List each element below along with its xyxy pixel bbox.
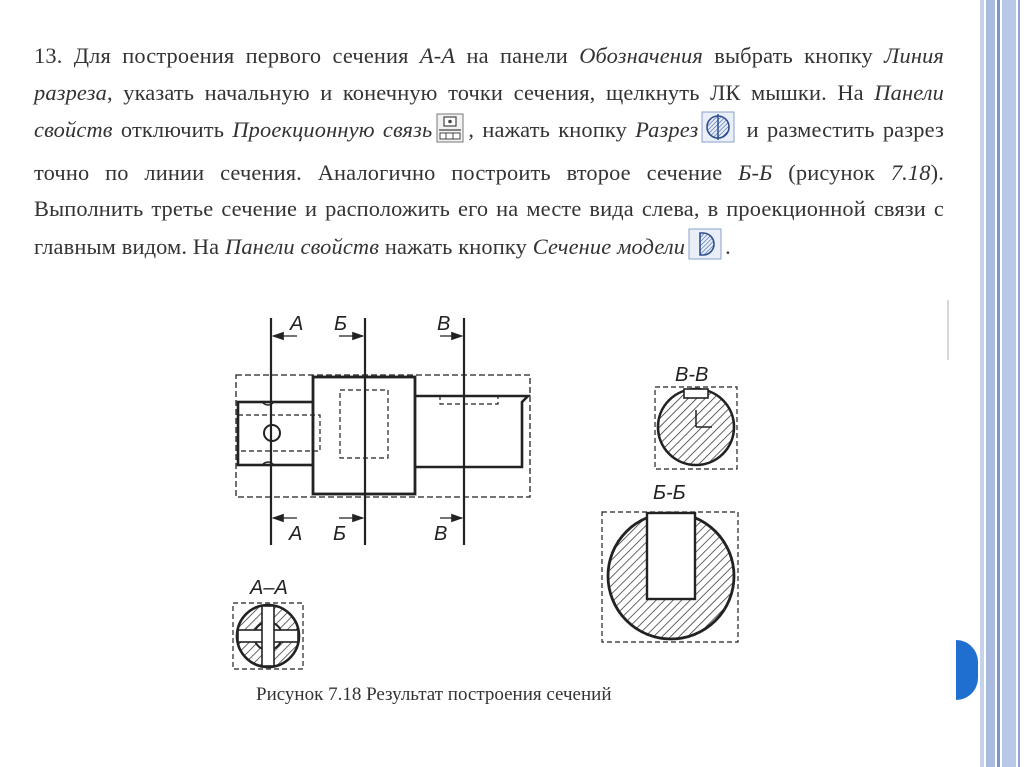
figure-caption: Рисунок 7.18 Результат построения сечений	[256, 684, 612, 705]
text-s10-italic: Сечение модели	[532, 233, 686, 259]
text-s6: , нажать кнопку	[468, 117, 636, 143]
left-shaft	[238, 402, 313, 465]
section-aa	[233, 603, 303, 669]
text-s5-italic: Проекционную связь	[232, 117, 433, 143]
label-a-top: А	[290, 313, 304, 335]
text-s8-italic: 7.18	[890, 159, 931, 185]
section-vv	[655, 387, 737, 469]
label-section-bb: Б-Б	[653, 482, 686, 504]
label-b-bottom: Б	[333, 523, 347, 545]
text-s5: отключить	[112, 117, 233, 143]
text-s1: 13. Для построения первого сечения	[34, 43, 420, 68]
text-s1-italic: А-А	[419, 43, 456, 68]
text-s4: , указать начальную и конечную точки сечения, щелкнуть ЛК мышки. На	[106, 79, 875, 105]
text-s10: нажать кнопку	[379, 233, 533, 259]
text-s9-italic: Панели свойств	[225, 233, 380, 259]
text-s6-italic: Разрез	[635, 117, 699, 143]
label-v-top: В	[437, 313, 451, 335]
text-s7: и разместить разрез точно по линии сечения. Аналогично построить второе сечение	[34, 117, 944, 185]
label-v-bottom: В	[434, 523, 448, 545]
text-s11: .	[725, 233, 731, 259]
text-s3: выбрать кнопку	[702, 43, 885, 68]
section-bb	[602, 512, 738, 642]
text-s8: (рисунок	[772, 159, 891, 185]
label-b-top: Б	[334, 313, 348, 335]
main-view	[236, 375, 530, 497]
text-s3-italic: Линия разреза	[34, 43, 944, 105]
text-s2-italic: Обозначения	[579, 43, 703, 68]
text-s9: ). Выполнить третье сечение и расположить его на месте вида слева, в проекционной связи с главным видом. На	[34, 159, 944, 259]
label-section-aa: А–А	[250, 577, 288, 599]
text-s2: на панели	[455, 43, 580, 68]
text-s4-italic: Панели свойств	[34, 79, 944, 143]
label-section-vv: В-В	[675, 364, 709, 386]
right-shaft	[415, 396, 528, 467]
label-a-bottom: А	[289, 523, 303, 545]
text-s7-italic: Б-Б	[738, 159, 773, 185]
